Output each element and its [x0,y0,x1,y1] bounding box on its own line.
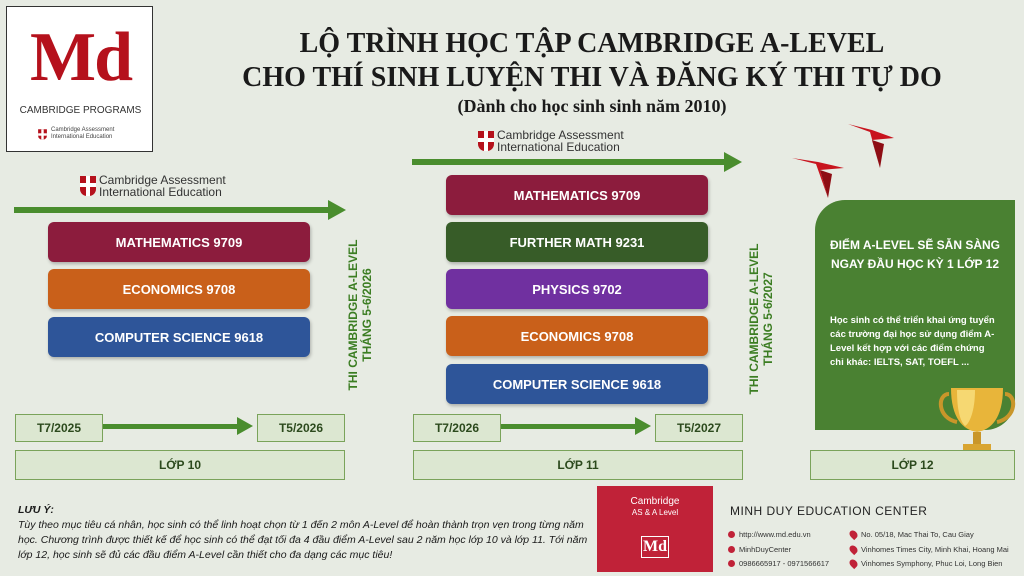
contact-address-3 [850,559,1002,568]
phone-text: 0986665917 - 0971566617 [739,559,830,568]
note-title: LƯU Ý: [18,504,54,516]
location-pin-icon [848,558,859,569]
md-logo-box [6,6,153,152]
subject-economics: ECONOMICS 9708 [48,269,310,309]
contact-phone[interactable] [728,559,829,568]
cambridge-text-1: Cambridge Assessment [99,173,226,187]
brand-md-mark: Md [641,536,669,558]
cambridge-shield-icon [38,129,47,139]
contact-address-1 [850,530,974,539]
facebook-text: MinhDuyCenter [739,545,792,554]
timeline-start-1: T7/2025 [15,414,103,442]
note-text: Tùy theo mục tiêu cá nhân, học sinh có thể linh hoạt chọn từ 1 đến 2 môn A-Level để hoàn thành trọn vẹn trong từng năm học. Chương trình được thiết kế để học sinh có thể đạt tối đa 4 đầu điểm A-Level sau 2 năm học lớp 10 và lớp 11. Tới năm lớp 12, học sinh sẽ đủ các đầu điểm A-Level cần thiết cho đa dạng các mục tiêu! [18,519,588,561]
cambridge-assessment-label-1 [80,174,226,198]
cambridge-shield-icon [80,176,96,196]
exam-label-2027-line-2: THÁNG 5-6/2027 [761,272,775,366]
contact-website[interactable] [728,530,811,539]
note-block [18,503,596,563]
facebook-icon [728,546,735,553]
exam-label-2027 [747,234,775,404]
logo-cambridge-line [37,127,114,141]
address-1-text: No. 05/18, Mac Thai To, Cau Giay [861,530,974,539]
website-text: http://www.md.edu.vn [739,530,811,539]
subject-physics: PHYSICS 9702 [446,269,708,309]
subject-computer-science: COMPUTER SCIENCE 9618 [48,317,310,357]
cambridge-text-1: Cambridge Assessment [497,128,624,142]
globe-icon [728,531,735,538]
contact-facebook[interactable] [728,545,791,554]
exam-label-2027-line-1: THI CAMBRIDGE A-LEVEL [747,243,761,395]
page-subtitle: (Dành cho học sinh sinh năm 2010) [457,96,727,116]
arrow-head-icon [635,417,651,435]
location-pin-icon [848,529,859,540]
arrow-head-icon [724,152,742,172]
exam-label-2026-line-1: THI CAMBRIDGE A-LEVEL [346,239,360,391]
logo-cambridge-text-2: International Education [51,134,113,140]
subject-mathematics: MATHEMATICS 9709 [48,222,310,262]
arrow-head-icon [237,417,253,435]
brand-box [597,486,713,572]
result-body: Học sinh có thể triển khai ứng tuyển các trường đại học sử dụng điểm A-Level kết hợp với các điểm chứng chỉ khác: IELTS, SAT, TOEFL ... [830,315,995,368]
timeline-start-2: T7/2026 [413,414,501,442]
logo-cambridge-text-1: Cambridge Assessment [51,127,115,133]
exam-label-2026-line-2: THÁNG 5-6/2026 [360,268,374,362]
subject-further-math: FURTHER MATH 9231 [446,222,708,262]
cambridge-shield-icon [478,131,494,151]
timeline-arrow-2 [501,424,637,429]
timeline-end-1: T5/2026 [257,414,345,442]
exam-label-2026 [346,230,374,400]
timeline-arrow-1 [103,424,239,429]
cambridge-text-2: International Education [99,185,222,199]
timeline-end-2: T5/2027 [655,414,743,442]
address-2-text: Vinhomes Times City, Minh Khai, Hoang Mai [861,545,1009,554]
center-name: MINH DUY EDUCATION CENTER [730,504,928,518]
phone-icon [728,560,735,567]
address-3-text: Vinhomes Symphony, Phuc Loi, Long Bien [861,559,1003,568]
phase-1-arrow [14,207,330,213]
subject-mathematics: MATHEMATICS 9709 [446,175,708,215]
page-title-line-2: CHO THÍ SINH LUYỆN THI VÀ ĐĂNG KÝ THI TỰ DO [242,62,942,93]
md-logo-mark: Md [30,19,131,96]
page-title-line-1: LỘ TRÌNH HỌC TẬP CAMBRIDGE A-LEVEL [299,28,885,59]
location-pin-icon [848,544,859,555]
cambridge-text-2: International Education [497,140,620,154]
arrow-head-icon [328,200,346,220]
subject-economics: ECONOMICS 9708 [446,316,708,356]
cambridge-assessment-label-2 [478,129,624,153]
cambridge-programs-label: CAMBRIDGE PROGRAMS [19,105,142,116]
grade-10: LỚP 10 [15,450,345,480]
brand-as-a-level: AS & A Level [631,508,679,517]
brand-cambridge: Cambridge [630,496,680,507]
grade-12: LỚP 12 [810,450,1015,480]
result-headline: ĐIỂM A-LEVEL SẼ SẴN SÀNG NGAY ĐẦU HỌC KỲ 1 LỚP 12 [829,238,1001,271]
subject-computer-science: COMPUTER SCIENCE 9618 [446,364,708,404]
grade-11: LỚP 11 [413,450,743,480]
phase-2-arrow [412,159,726,165]
contact-address-2 [850,545,1009,554]
